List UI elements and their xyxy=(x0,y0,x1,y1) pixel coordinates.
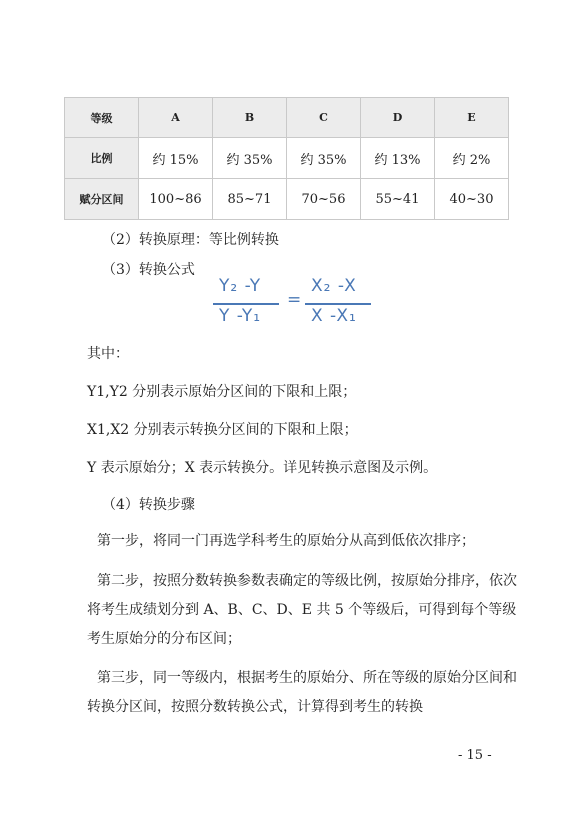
table-row-label: 赋分区间 xyxy=(65,179,139,220)
table-cell: 约 35% xyxy=(213,138,287,179)
x-definition: X1,X2 分别表示转换分区间的下限和上限； xyxy=(87,422,358,438)
table-cell: 约 2% xyxy=(435,138,509,179)
section-steps-title: （4）转换步骤 xyxy=(102,497,195,513)
table-header-cell: A xyxy=(139,98,213,138)
table-row xyxy=(65,179,509,220)
page-number: - 15 - xyxy=(458,748,492,763)
table-header-cell: C xyxy=(287,98,361,138)
table-cell: 85~71 xyxy=(213,179,287,220)
step-1-paragraph xyxy=(87,528,522,554)
yx-definition: Y 表示原始分；X 表示转换分。详见转换示意图及示例。 xyxy=(87,460,438,476)
formula-equals: = xyxy=(287,290,303,310)
formula-right-numerator: X₂ -X xyxy=(311,276,357,296)
y-definition: Y1,Y2 分别表示原始分区间的下限和上限； xyxy=(87,384,357,400)
table-header-cell: D xyxy=(361,98,435,138)
fraction-bar xyxy=(213,303,279,305)
step-2-text: 第二步，按照分数转换参数表确定的等级比例，按原始分排序，依次将考生成绩划分到 A、B、C、D、E 共 5 个等级后，可得到每个等级考生原始分的分布区间； xyxy=(87,573,517,647)
table-cell: 40~30 xyxy=(435,179,509,220)
table-header-row xyxy=(65,98,509,138)
section-formula-title: （3）转换公式 xyxy=(102,262,195,278)
formula-right-denominator: X -X₁ xyxy=(311,306,357,326)
formula-left-numerator: Y₂ -Y xyxy=(219,276,262,296)
fraction-bar xyxy=(305,303,371,305)
table-cell: 约 35% xyxy=(287,138,361,179)
table-cell: 100~86 xyxy=(139,179,213,220)
step-1-text: 第一步，将同一门再选学科考生的原始分从高到低依次排序； xyxy=(97,533,475,549)
section-principle: （2）转换原理：等比例转换 xyxy=(102,232,279,248)
grade-table xyxy=(64,97,509,220)
table-cell: 约 13% xyxy=(361,138,435,179)
formula-left-denominator: Y -Y₁ xyxy=(219,306,262,326)
where-label: 其中： xyxy=(87,346,129,362)
table-cell: 约 15% xyxy=(139,138,213,179)
table-cell: 70~56 xyxy=(287,179,361,220)
table-cell: 55~41 xyxy=(361,179,435,220)
table-row-label: 比例 xyxy=(65,138,139,179)
step-3-text: 第三步，同一等级内，根据考生的原始分、所在等级的原始分区间和转换分区间，按照分数转换公式，计算得到考生的转换 xyxy=(87,670,517,715)
table-header-cell: 等级 xyxy=(65,98,139,138)
step-2-paragraph xyxy=(87,567,522,654)
conversion-formula xyxy=(213,276,373,332)
step-3-paragraph xyxy=(87,664,522,722)
table-row xyxy=(65,138,509,179)
table-header-cell: B xyxy=(213,98,287,138)
table-header-cell: E xyxy=(435,98,509,138)
